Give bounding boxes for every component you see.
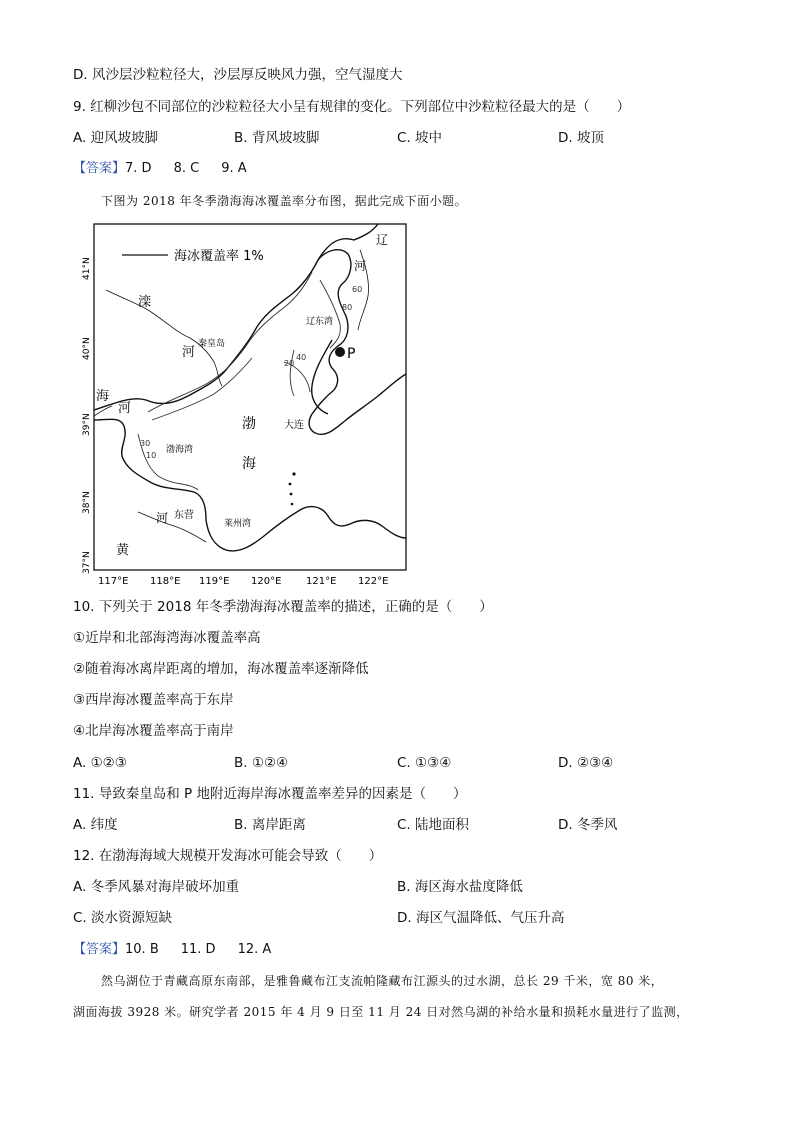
bohai-sea-ice-map: [78, 220, 412, 588]
isoline-label-20: 20: [284, 359, 295, 368]
place-p: P: [347, 346, 356, 362]
q12-option-c: C. 淡水资源短缺: [73, 910, 173, 926]
q11-stem: 11. 导致秦皇岛和 P 地附近海岸海冰覆盖率差异的因素是（ ）: [73, 786, 467, 802]
place-liao: 辽: [376, 233, 389, 247]
q11-option-a: A. 纬度: [73, 817, 118, 833]
place-hai: 海: [96, 389, 110, 404]
lon-label: 122°E: [358, 576, 389, 587]
q10-option-c: C. ①③④: [397, 755, 452, 771]
place-qinhuangdao: 秦皇岛: [198, 339, 226, 349]
q12-option-a: A. 冬季风暴对海岸破坏加重: [73, 879, 240, 895]
isoline-label-60: 60: [352, 285, 363, 294]
q8-option-d: D. 风沙层沙粒粒径大，沙层厚反映风力强，空气湿度大: [73, 67, 403, 83]
q10-option-b: B. ①②④: [234, 755, 289, 771]
q12-option-b: B. 海区海水盐度降低: [397, 879, 523, 895]
q11-option-b: B. 离岸距离: [234, 817, 306, 833]
place-luan: 滦: [138, 295, 152, 310]
q10-statement-3: ③西岸海冰覆盖率高于东岸: [73, 692, 234, 708]
passage-line-1: 然乌湖位于青藏高原东南部，是雅鲁藏布江支流帕隆藏布江源头的过水湖，总长 29 千米，宽 80 米，: [101, 974, 664, 988]
place-liao-he: 河: [354, 259, 367, 273]
lat-label: 41°N: [82, 257, 92, 280]
q12-stem: 12. 在渤海海域大规模开发海冰可能会导致（ ）: [73, 848, 383, 864]
q10-statement-2: ②随着海冰离岸距离的增加，海冰覆盖率逐渐降低: [73, 661, 369, 677]
answer-value: 7. D: [125, 161, 152, 176]
place-hai-he: 河: [118, 401, 132, 416]
lon-label: 119°E: [199, 576, 230, 587]
q9-option-d: D. 坡顶: [558, 130, 604, 146]
answer-value: 12. A: [237, 942, 272, 957]
q12-option-d: D. 海区气温降低、气压升高: [397, 910, 565, 926]
answer-value: 11. D: [180, 942, 216, 957]
isoline-label-10: 10: [146, 451, 157, 460]
q10-statement-4: ④北岸海冰覆盖率高于南岸: [73, 723, 234, 739]
answer-value: 8. C: [173, 161, 200, 176]
place-huang: 黄: [116, 543, 130, 558]
lon-label: 117°E: [98, 576, 129, 587]
q9-option-a: A. 迎风坡坡脚: [73, 130, 159, 146]
place-bo-hai: 海: [242, 456, 256, 472]
place-dalian: 大连: [284, 420, 304, 431]
q10-stem: 10. 下列关于 2018 年冬季渤海海冰覆盖率的描述，正确的是（ ）: [73, 599, 493, 615]
q11-option-c: C. 陆地面积: [397, 817, 470, 833]
lon-label: 120°E: [251, 576, 282, 587]
place-laizhouwan: 莱州湾: [224, 519, 252, 529]
lat-label: 38°N: [82, 491, 92, 514]
answer-tag: 【答案】: [73, 942, 126, 957]
answer-block-2: [73, 941, 293, 959]
lat-label: 39°N: [82, 413, 92, 436]
answer-value: 9. A: [221, 161, 247, 176]
place-huang-he: 河: [156, 511, 169, 525]
q11-option-d: D. 冬季风: [558, 817, 618, 833]
answer-block-1: [73, 160, 269, 178]
map-intro: 下图为 2018 年冬季渤海海冰覆盖率分布图，据此完成下面小题。: [101, 194, 468, 208]
place-luan-he: 河: [182, 345, 196, 360]
q9-option-c: C. 坡中: [397, 130, 443, 146]
passage-line-2: 湖面海拔 3928 米。研究学者 2015 年 4 月 9 日至 11 月 24 日对然乌湖的补给水量和损耗水量进行了监测，: [73, 1005, 689, 1019]
place-bo: 渤: [242, 416, 256, 432]
isoline-label-30: 30: [140, 439, 151, 448]
q10-statement-1: ①近岸和北部海湾海冰覆盖率高: [73, 630, 261, 646]
isoline-label-80: 80: [342, 303, 353, 312]
place-liaodongwan: 辽东湾: [306, 317, 334, 327]
point-p-marker: [335, 347, 345, 357]
legend-label: 海冰覆盖率 1%: [174, 249, 264, 264]
lon-label: 121°E: [306, 576, 337, 587]
place-bohaiwan: 渤海湾: [166, 445, 194, 455]
q10-option-a: A. ①②③: [73, 755, 127, 771]
lat-label: 37°N: [82, 551, 92, 574]
q9-option-b: B. 背风坡坡脚: [234, 130, 320, 146]
lon-label: 118°E: [150, 576, 181, 587]
answer-tag: 【答案】: [73, 161, 126, 176]
place-dongying: 东营: [174, 510, 194, 521]
lat-label: 40°N: [82, 337, 92, 360]
q10-option-d: D. ②③④: [558, 755, 614, 771]
q9-stem: 9. 红柳沙包不同部位的沙粒粒径大小呈有规律的变化。下列部位中沙粒粒径最大的是（ ）: [73, 99, 631, 115]
answer-value: 10. B: [125, 942, 159, 957]
isoline-label-40: 40: [296, 353, 307, 362]
